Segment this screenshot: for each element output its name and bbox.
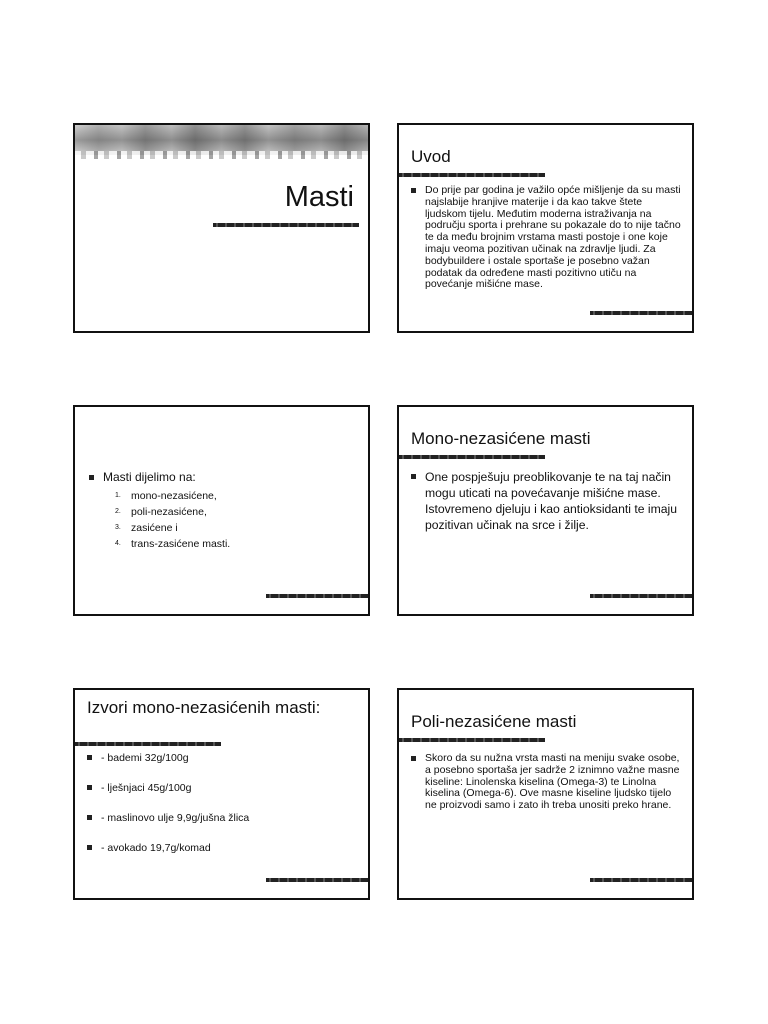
decorative-band-edge bbox=[75, 151, 368, 159]
title-underline bbox=[213, 223, 359, 227]
bullet-item bbox=[89, 470, 349, 552]
bullet-list bbox=[411, 469, 679, 533]
slide-heading: Poli-nezasićene masti bbox=[411, 712, 577, 731]
slide-sources bbox=[73, 688, 370, 900]
item-text: poli-nezasićene, bbox=[131, 506, 207, 518]
item-text: trans-zasićene masti. bbox=[131, 538, 231, 550]
item-number: 3. bbox=[115, 524, 121, 531]
bullet-item: - lješnjaci 45g/100g bbox=[87, 782, 287, 795]
item-number: 1. bbox=[115, 492, 121, 499]
slide-poli bbox=[397, 688, 694, 900]
numbered-item bbox=[103, 536, 349, 552]
bullet-list bbox=[87, 752, 287, 872]
slide-title-text: Masti bbox=[284, 181, 354, 213]
bullet-item: One pospješuju preoblikovanje te na taj način mogu uticati na povećavanje mišićne mase. Istovremeno djeluju i kao antioksidanti te imaju pozitivan učinak na srce i žilje. bbox=[411, 469, 679, 533]
bullet-list bbox=[411, 185, 681, 291]
slide-uvod bbox=[397, 123, 694, 333]
bullet-text: Masti dijelimo na: bbox=[103, 470, 196, 484]
bullet-list bbox=[411, 753, 681, 812]
footer-rule bbox=[590, 311, 692, 315]
footer-rule bbox=[590, 878, 692, 882]
bullet-list bbox=[89, 470, 349, 552]
bullet-item: Skoro da su nužna vrsta masti na meniju svake osobe, a posebno sportaša jer sadrže 2 iznimno važne masne kiseline: Linolenska kiselina (Omega-3) te Linolna kiselina (Omega-6). Ove masne kiseline ljudsko tijelo ne proizvodi samo i zato ih treba unositi preko hrane. bbox=[411, 753, 681, 812]
slide-heading: Mono-nezasićene masti bbox=[411, 429, 591, 448]
footer-rule bbox=[266, 594, 368, 598]
slide-classification bbox=[73, 405, 370, 616]
item-number: 2. bbox=[115, 508, 121, 515]
item-text: mono-nezasićene, bbox=[131, 490, 217, 502]
bullet-item: - bademi 32g/100g bbox=[87, 752, 287, 765]
slide-heading: Uvod bbox=[411, 147, 451, 166]
heading-underline bbox=[399, 455, 545, 459]
numbered-list bbox=[103, 488, 349, 552]
slide-title bbox=[73, 123, 370, 333]
numbered-item bbox=[103, 488, 349, 504]
heading-underline bbox=[75, 742, 221, 746]
slide-heading: Izvori mono-nezasićenih masti: bbox=[87, 698, 321, 717]
item-number: 4. bbox=[115, 540, 121, 547]
footer-rule bbox=[266, 878, 368, 882]
bullet-item: - avokado 19,7g/komad bbox=[87, 842, 287, 855]
heading-underline bbox=[399, 173, 545, 177]
item-text: zasićene i bbox=[131, 522, 178, 534]
heading-underline bbox=[399, 738, 545, 742]
numbered-item bbox=[103, 504, 349, 520]
bullet-item: Do prije par godina je važilo opće mišljenje da su masti najslabije hranjive materije i da kao takve štete ljudskom tijelu. Međutim moderna istraživanja na području sporta i prehrane su pokazale do to nije tačno te da među brojnim vrstama masti postoje i one koje imaju veoma pozitivan učinak na zdravlje ljudi. Za bodybuildere i ostale sportaše je posebno važan podatak da određene masti pozitivno utiču na povećanje mišićne mase. bbox=[411, 185, 681, 291]
footer-rule bbox=[590, 594, 692, 598]
slide-mono bbox=[397, 405, 694, 616]
numbered-item bbox=[103, 520, 349, 536]
bullet-item: - maslinovo ulje 9,9g/jušna žlica bbox=[87, 812, 287, 825]
